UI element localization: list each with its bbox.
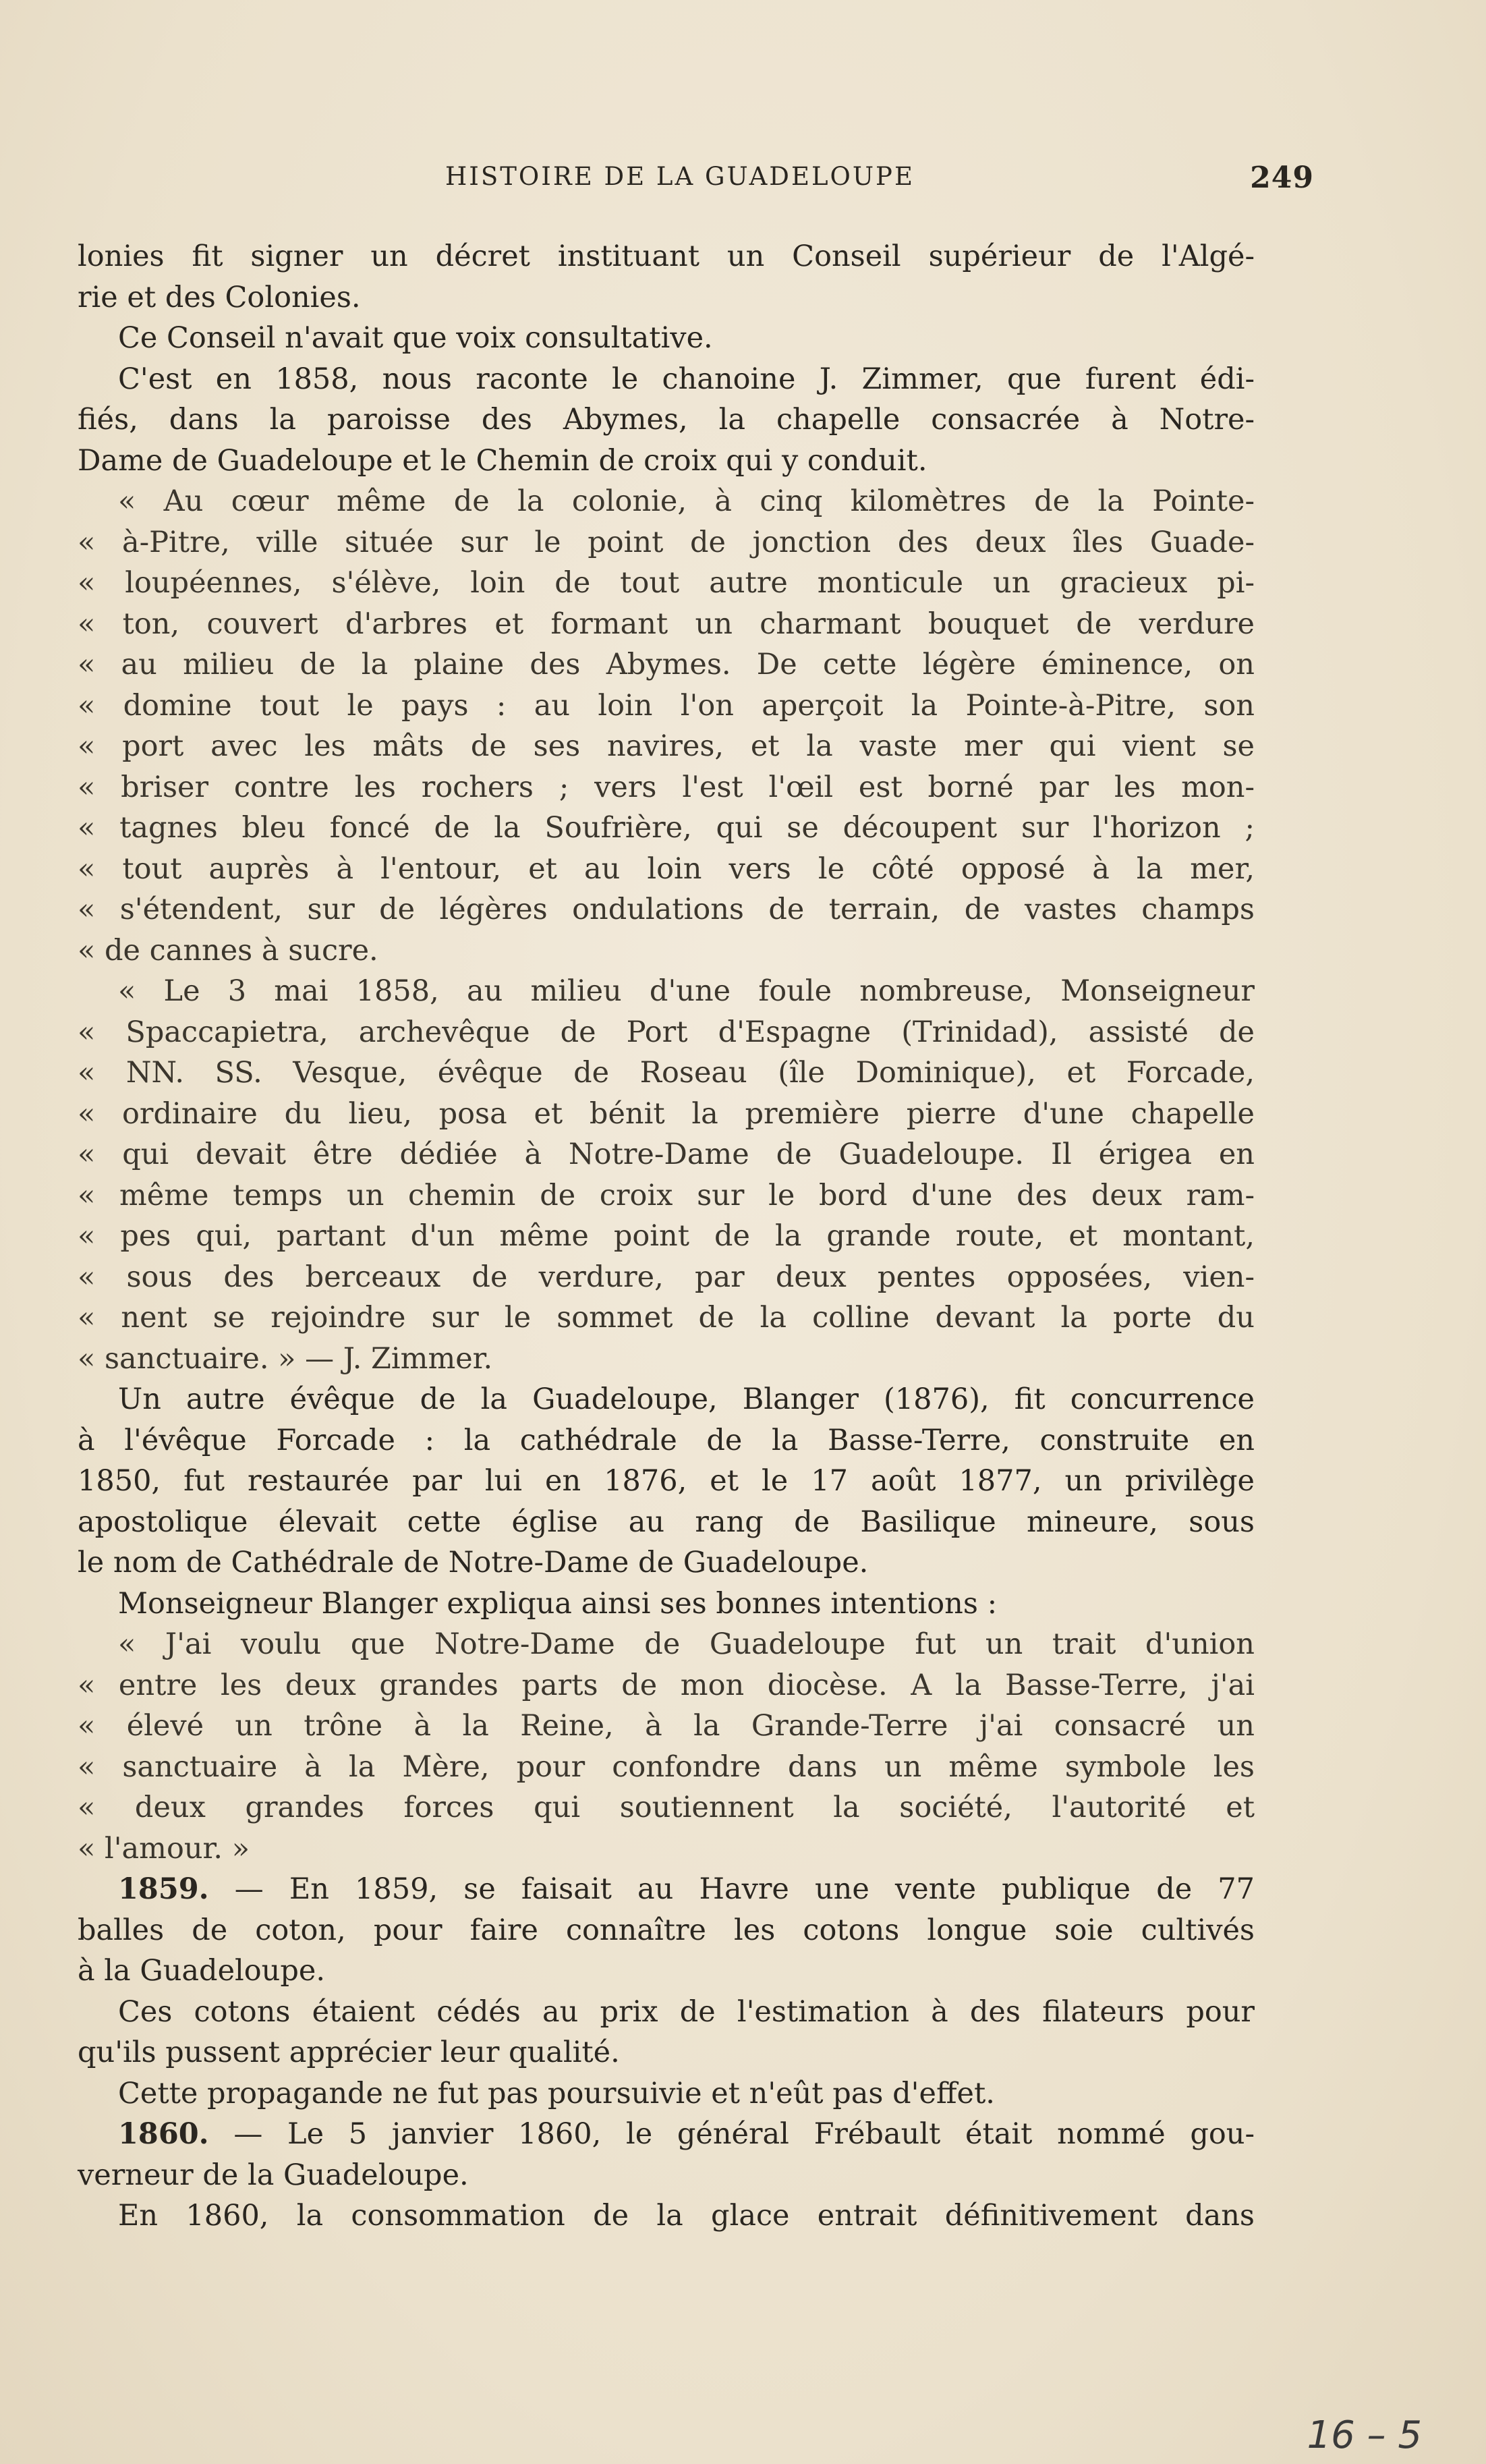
quote-line: « pes qui, partant d'un même point de la grande route, et montant, <box>78 1219 1255 1253</box>
text-line: fiés, dans la paroisse des Abymes, la chapelle consacrée à Notre- <box>78 403 1255 437</box>
quote-line: « J'ai voulu que Notre-Dame de Guadeloupe fut un trait d'union <box>118 1627 1255 1661</box>
quote-line: « ton, couvert d'arbres et formant un charmant bouquet de verdure <box>78 607 1255 641</box>
text-line: qu'ils pussent apprécier leur qualité. <box>78 2036 620 2069</box>
handwritten-folio-note: 16 – 5 <box>1307 2413 1422 2457</box>
quote-line: « nent se rejoindre sur le sommet de la colline devant la porte du <box>78 1301 1255 1335</box>
quote-line: « au milieu de la plaine des Abymes. De cette légère éminence, on <box>78 648 1255 681</box>
quote-line: « port avec les mâts de ses navires, et la vaste mer qui vient se <box>78 729 1255 763</box>
quote-line: « sous des berceaux de verdure, par deux pentes opposées, vien- <box>78 1260 1255 1294</box>
quote-line: « l'amour. » <box>78 1831 250 1866</box>
text-line: à l'évêque Forcade : la cathédrale de la Basse-Terre, construite en <box>78 1423 1255 1457</box>
text-line: balles de coton, pour faire connaître les cotons longue soie cultivés <box>78 1913 1255 1947</box>
text-line: à la Guadeloupe. <box>78 1954 325 1988</box>
text-line: Un autre évêque de la Guadeloupe, Blanger (1876), fit concurrence <box>118 1382 1255 1416</box>
quote-line: « briser contre les rochers ; vers l'est l'œil est borné par les mon- <box>78 770 1255 804</box>
running-header <box>432 162 1314 202</box>
quote-line: « NN. SS. Vesque, évêque de Roseau (île Dominique), et Forcade, <box>78 1056 1255 1090</box>
quote-line: « de cannes à sucre. <box>78 933 378 968</box>
quote-line: « sanctuaire à la Mère, pour confondre dans un même symbole les <box>78 1749 1255 1784</box>
quote-line: « à-Pitre, ville située sur le point de jonction des deux îles Guade- <box>78 525 1255 559</box>
text-line: Dame de Guadeloupe et le Chemin de croix qui y conduit. <box>78 443 927 478</box>
quote-line: « ordinaire du lieu, posa et bénit la première pierre d'une chapelle <box>78 1096 1255 1131</box>
body-text <box>78 236 1255 2237</box>
quote-line: « Au cœur même de la colonie, à cinq kilomètres de la Pointe- <box>118 484 1255 518</box>
quote-line: « tagnes bleu foncé de la Soufrière, qui se découpent sur l'horizon ; <box>78 811 1255 845</box>
quote-line: « qui devait être dédiée à Notre-Dame de Guadeloupe. Il érigea en <box>78 1138 1255 1171</box>
text-line: 1860. — Le 5 janvier 1860, le général Frébault était nommé gou- <box>118 2117 1255 2151</box>
quote-line: « même temps un chemin de croix sur le bord d'une des deux ram- <box>78 1178 1255 1212</box>
quote-line: « s'étendent, sur de légères ondulations de terrain, de vastes champs <box>78 893 1255 926</box>
year-heading: 1859. <box>118 1872 209 1906</box>
text-line: 1850, fut restaurée par lui en 1876, et le 17 août 1877, un privilège <box>78 1464 1255 1498</box>
quote-line: « Le 3 mai 1858, au milieu d'une foule nombreuse, Monseigneur <box>118 974 1255 1008</box>
running-title: HISTOIRE DE LA GUADELOUPE <box>445 162 915 191</box>
quote-line: « tout auprès à l'entour, et au loin vers le côté opposé à la mer, <box>78 851 1255 886</box>
quote-line: « entre les deux grandes parts de mon diocèse. A la Basse-Terre, j'ai <box>78 1668 1255 1702</box>
quote-line: « Spaccapietra, archevêque de Port d'Espagne (Trinidad), assisté de <box>78 1015 1255 1049</box>
quote-line: « sanctuaire. » — J. Zimmer. <box>78 1341 493 1376</box>
text-line: En 1860, la consommation de la glace entrait définitivement dans <box>118 2199 1255 2233</box>
text-line: rie et des Colonies. <box>78 280 361 314</box>
quote-line: « domine tout le pays : au loin l'on aperçoit la Pointe-à-Pitre, son <box>78 688 1255 723</box>
text-line: Monseigneur Blanger expliqua ainsi ses bonnes intentions : <box>118 1586 998 1621</box>
quote-line: « élevé un trône à la Reine, à la Grande-Terre j'ai consacré un <box>78 1709 1255 1743</box>
text-line: C'est en 1858, nous raconte le chanoine J. Zimmer, que furent édi- <box>118 362 1255 396</box>
page-number: 249 <box>1250 161 1314 195</box>
quote-line: « loupéennes, s'élève, loin de tout autre monticule un gracieux pi- <box>78 566 1255 600</box>
text-line: 1859. — En 1859, se faisait au Havre une vente publique de 77 <box>118 1872 1255 1906</box>
text-line: Ces cotons étaient cédés au prix de l'estimation à des filateurs pour <box>118 1994 1255 2029</box>
text-line: apostolique élevait cette église au rang de Basilique mineure, sous <box>78 1505 1255 1539</box>
text-line: lonies fit signer un décret instituant un Conseil supérieur de l'Algé- <box>78 240 1255 273</box>
text-line: Cette propagande ne fut pas poursuivie et n'eût pas d'effet. <box>118 2076 995 2110</box>
quote-line: « deux grandes forces qui soutiennent la société, l'autorité et <box>78 1791 1255 1824</box>
text-line: Ce Conseil n'avait que voix consultative. <box>118 321 713 355</box>
year-heading: 1860. <box>118 2117 209 2151</box>
text-line: verneur de la Guadeloupe. <box>78 2158 469 2192</box>
text-line: le nom de Cathédrale de Notre-Dame de Guadeloupe. <box>78 1546 869 1579</box>
